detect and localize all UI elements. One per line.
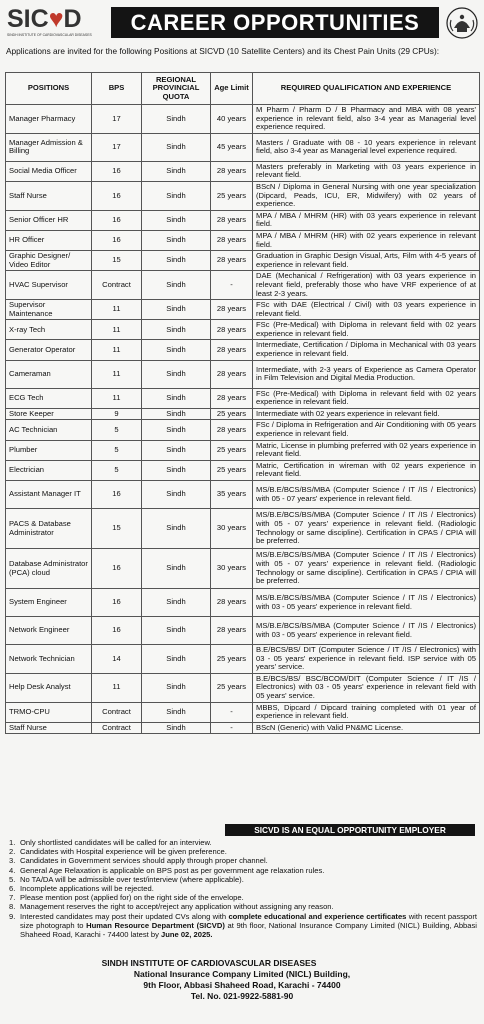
note-text-part: at 9th floor, National Insurance Company Limited (NICL) Building, Abbasi Shaheed Road, Karachi - 74400 latest by: [20, 920, 477, 940]
age-limit-cell: 28 years: [211, 320, 253, 340]
bps-cell: 14: [92, 645, 142, 674]
quota-cell: Sindh: [142, 340, 211, 360]
bps-cell: 16: [92, 589, 142, 617]
table-row: [6, 230, 480, 250]
quota-cell: Sindh: [142, 549, 211, 589]
note-text: Please mention post (applied for) on the right side of the envelope.: [20, 893, 244, 903]
position-cell: Supervisor Maintenance: [6, 300, 92, 320]
table-row: [6, 617, 480, 645]
position-cell: Staff Nurse: [6, 722, 92, 734]
table-header-row: [6, 73, 480, 105]
quota-cell: Sindh: [142, 645, 211, 674]
note-text: [20, 912, 477, 940]
note-text: General Age Relaxation is applicable on BPS post as per government age relaxation rules.: [20, 865, 325, 875]
note-text: Candidates in Government services should apply through proper channel.: [20, 856, 268, 866]
bps-cell: 16: [92, 210, 142, 230]
table-row: [6, 360, 480, 388]
sicvd-logo: [7, 6, 107, 42]
footer-org-name: SINDH INSTITUTE OF CARDIOVASCULAR DISEASES: [101, 958, 317, 968]
note-emphasis: June 02, 2025.: [161, 930, 213, 940]
position-cell: Manager Pharmacy: [6, 105, 92, 134]
qualification-cell: MS/B.E/BCS/BS/MBA (Computer Science / IT /IS / Electronics) with 03 - 05 years' experience in relevant field.: [253, 589, 480, 617]
age-limit-cell: 28 years: [211, 161, 253, 181]
age-limit-cell: 35 years: [211, 481, 253, 509]
note-text-part: Interested candidates may post their updated CVs along with: [20, 911, 229, 921]
age-limit-cell: 28 years: [211, 589, 253, 617]
table-row: [6, 181, 480, 210]
qualification-cell: MPA / MBA / MHRM (HR) with 02 years experience in relevant field.: [253, 230, 480, 250]
table-row: [6, 251, 480, 271]
table-row: [6, 300, 480, 320]
note-number: 7.: [9, 893, 16, 903]
table-row: [6, 460, 480, 480]
logo-text-left: SIC: [7, 5, 49, 33]
table-row: [6, 210, 480, 230]
position-cell: Store Keeper: [6, 408, 92, 420]
table-row: [6, 645, 480, 674]
position-cell: Assistant Manager IT: [6, 481, 92, 509]
note-item: [9, 838, 477, 847]
bps-cell: Contract: [92, 271, 142, 300]
bps-cell: 16: [92, 481, 142, 509]
bps-cell: 11: [92, 360, 142, 388]
column-header-age-limit: Age Limit: [211, 73, 253, 105]
table-row: [6, 440, 480, 460]
position-cell: Staff Nurse: [6, 181, 92, 210]
position-cell: System Engineer: [6, 589, 92, 617]
age-limit-cell: 25 years: [211, 181, 253, 210]
bps-cell: 17: [92, 105, 142, 134]
age-limit-cell: 28 years: [211, 360, 253, 388]
position-cell: AC Technician: [6, 420, 92, 440]
note-text: Candidates with Hospital experience will be given preference.: [20, 847, 227, 857]
bps-cell: 17: [92, 133, 142, 161]
qualification-cell: MBBS, Dipcard / Dipcard training completed with 01 year of experience in relevant field.: [253, 702, 480, 722]
position-cell: Electrician: [6, 460, 92, 480]
qualification-cell: BScN (Generic) with Valid PN&MC License.: [253, 722, 480, 734]
age-limit-cell: 28 years: [211, 388, 253, 408]
age-limit-cell: 40 years: [211, 105, 253, 134]
heart-icon: ♥: [48, 5, 64, 33]
table-row: [6, 481, 480, 509]
bps-cell: 11: [92, 340, 142, 360]
age-limit-cell: 30 years: [211, 549, 253, 589]
quota-cell: Sindh: [142, 360, 211, 388]
age-limit-cell: 30 years: [211, 509, 253, 549]
header: [5, 4, 479, 44]
bps-cell: 5: [92, 460, 142, 480]
age-limit-cell: -: [211, 271, 253, 300]
age-limit-cell: -: [211, 722, 253, 734]
age-limit-cell: 28 years: [211, 300, 253, 320]
note-item-application-instructions: [9, 912, 477, 940]
quota-cell: Sindh: [142, 702, 211, 722]
note-item: [9, 856, 477, 865]
quota-cell: Sindh: [142, 509, 211, 549]
intro-text: Applications are invited for the following Positions at SICVD (10 Satellite Centers) and its Chest Pain Units (29 CPUs):: [6, 46, 440, 56]
quota-cell: Sindh: [142, 408, 211, 420]
bps-cell: 16: [92, 617, 142, 645]
note-number: 6.: [9, 884, 16, 894]
position-cell: HR Officer: [6, 230, 92, 250]
age-limit-cell: 45 years: [211, 133, 253, 161]
quota-cell: Sindh: [142, 230, 211, 250]
quota-cell: Sindh: [142, 105, 211, 134]
table-row: [6, 408, 480, 420]
qualification-cell: MS/B.E/BCS/BS/MBA (Computer Science / IT /IS / Electronics) with 05 - 07 years' experience in relevant field. (Radiologic Technology or same discipline). Certification in CPAS / CPIA will be preferred.: [253, 509, 480, 549]
age-limit-cell: 25 years: [211, 673, 253, 702]
page-title: CAREER OPPORTUNITIES: [111, 7, 439, 38]
note-text: Incomplete applications will be rejected.: [20, 884, 154, 894]
table-row: [6, 722, 480, 734]
table-row: [6, 702, 480, 722]
age-limit-cell: 28 years: [211, 210, 253, 230]
quota-cell: Sindh: [142, 271, 211, 300]
position-cell: Network Technician: [6, 645, 92, 674]
note-number: 3.: [9, 856, 16, 866]
age-limit-cell: 25 years: [211, 460, 253, 480]
age-limit-cell: 28 years: [211, 230, 253, 250]
note-item: [9, 884, 477, 893]
position-cell: TRMO-CPU: [6, 702, 92, 722]
quota-cell: Sindh: [142, 161, 211, 181]
age-limit-cell: 28 years: [211, 251, 253, 271]
position-cell: Manager Admission & Billing: [6, 133, 92, 161]
position-cell: Graphic Designer/ Video Editor: [6, 251, 92, 271]
qualification-cell: Matric, License in plumbing preferred with 02 years experience in relevant field.: [253, 440, 480, 460]
bps-cell: 15: [92, 509, 142, 549]
table-row: [6, 133, 480, 161]
note-item: [9, 847, 477, 856]
quota-cell: Sindh: [142, 181, 211, 210]
table-row: [6, 320, 480, 340]
age-limit-cell: 28 years: [211, 420, 253, 440]
position-cell: PACS & Database Administrator: [6, 509, 92, 549]
note-item: [9, 893, 477, 902]
table-row: [6, 589, 480, 617]
quota-cell: Sindh: [142, 210, 211, 230]
position-cell: Network Engineer: [6, 617, 92, 645]
qualification-cell: BScN / Diploma in General Nursing with one year specialization (Dipcard, Peads, ICU, ER, Midwifery) with 02 years of experience.: [253, 181, 480, 210]
qualification-cell: Graduation in Graphic Design Visual, Arts, Film with 4-5 years of experience in relevant field.: [253, 251, 480, 271]
table-row: [6, 509, 480, 549]
quota-cell: Sindh: [142, 589, 211, 617]
qualification-cell: FSc (Pre-Medical) with Diploma in relevant field with 02 years experience in relevant field.: [253, 320, 480, 340]
qualification-cell: FSc with DAE (Electrical / Civil) with 03 years experience in relevant field.: [253, 300, 480, 320]
table-row: [6, 549, 480, 589]
position-cell: Senior Officer HR: [6, 210, 92, 230]
quota-cell: Sindh: [142, 133, 211, 161]
qualification-cell: Intermediate, Certification / Diploma in Mechanical with 03 years experience in relevant field.: [253, 340, 480, 360]
table-row: [6, 673, 480, 702]
qualification-cell: FSc (Pre-Medical) with Diploma in relevant field with 02 years experience in relevant field.: [253, 388, 480, 408]
footer-address: 9th Floor, Abbasi Shaheed Road, Karachi - 74400: [143, 980, 341, 990]
qualification-cell: Intermediate with 02 years experience in relevant field.: [253, 408, 480, 420]
quota-cell: Sindh: [142, 320, 211, 340]
note-number: 2.: [9, 847, 16, 857]
logo-subtitle: SINDH INSTITUTE OF CARDIOVASCULAR DISEASES: [7, 33, 92, 37]
bps-cell: 16: [92, 230, 142, 250]
age-limit-cell: 25 years: [211, 645, 253, 674]
age-limit-cell: 28 years: [211, 617, 253, 645]
note-item: [9, 902, 477, 911]
note-text: No TA/DA will be admissible over test/interview (where applicable).: [20, 874, 244, 884]
bps-cell: 11: [92, 673, 142, 702]
note-number: 8.: [9, 902, 16, 912]
note-text-part: with recent passport size photograph to: [20, 911, 477, 930]
footer-phone: Tel. No. 021-9922-5881-90: [190, 991, 294, 1001]
quota-cell: Sindh: [142, 420, 211, 440]
bps-cell: 5: [92, 440, 142, 460]
note-number: 1.: [9, 838, 16, 847]
quota-cell: Sindh: [142, 617, 211, 645]
qualification-cell: B.E/BCS/BS/ BSC/BCOM/DIT (Computer Science / IT /IS / Electronics) with 03 - 05 years' experience in relevant field with 05 years' service.: [253, 673, 480, 702]
column-header-qualification: REQUIRED QUALIFICATION AND EXPERIENCE: [253, 73, 480, 105]
age-limit-cell: 25 years: [211, 408, 253, 420]
table-body: [6, 105, 480, 734]
qualification-cell: Matric, Certification in wireman with 02 years experience in relevant field.: [253, 460, 480, 480]
position-cell: Cameraman: [6, 360, 92, 388]
position-cell: Social Media Officer: [6, 161, 92, 181]
footer-contact: [0, 958, 484, 1002]
position-cell: X-ray Tech: [6, 320, 92, 340]
qualification-cell: Masters preferably in Marketing with 03 years experience in relevant field.: [253, 161, 480, 181]
note-text: Only shortlisted candidates will be called for an interview.: [20, 838, 212, 847]
qualification-cell: MS/B.E/BCS/BS/MBA (Computer Science / IT /IS / Electronics) with 05 - 07 years' experience in relevant field. (Radiologic Technology or same discipline). Certification in CPAS / CPIA will be preferred.: [253, 549, 480, 589]
qualification-cell: B.E/BCS/BS/ DIT (Computer Science / IT /IS / Electronics) with 03 - 05 years' experience in relevant field. ISP service with 05 years' service.: [253, 645, 480, 674]
bps-cell: 16: [92, 549, 142, 589]
position-cell: HVAC Supervisor: [6, 271, 92, 300]
quota-cell: Sindh: [142, 481, 211, 509]
bps-cell: 16: [92, 161, 142, 181]
bps-cell: 15: [92, 251, 142, 271]
bps-cell: Contract: [92, 702, 142, 722]
position-cell: Database Administrator (PCA) cloud: [6, 549, 92, 589]
qualification-cell: MPA / MBA / MHRM (HR) with 03 years experience in relevant field.: [253, 210, 480, 230]
bps-cell: 5: [92, 420, 142, 440]
table-row: [6, 388, 480, 408]
government-seal-icon: [445, 6, 479, 40]
table-row: [6, 420, 480, 440]
note-number: 9.: [9, 911, 16, 921]
quota-cell: Sindh: [142, 388, 211, 408]
qualification-cell: FSc / Diploma in Refrigeration and Air Conditioning with 05 years experience in relevant field.: [253, 420, 480, 440]
position-cell: Help Desk Analyst: [6, 673, 92, 702]
qualification-cell: MS/B.E/BCS/BS/MBA (Computer Science / IT /IS / Electronics) with 05 - 07 years' experience in relevant field.: [253, 481, 480, 509]
quota-cell: Sindh: [142, 722, 211, 734]
column-header-bps: BPS: [92, 73, 142, 105]
equal-opportunity-banner: SICVD IS AN EQUAL OPPORTUNITY EMPLOYER: [225, 824, 475, 836]
table-row: [6, 105, 480, 134]
position-cell: Plumber: [6, 440, 92, 460]
bps-cell: 9: [92, 408, 142, 420]
table-row: [6, 340, 480, 360]
positions-table: [5, 72, 480, 734]
bps-cell: 11: [92, 388, 142, 408]
note-number: 4.: [9, 865, 16, 875]
qualification-cell: M Pharm / Pharm D / B Pharmacy and MBA with 08 years' experience in relevant field, also 3-4 year as Managerial level experience required.: [253, 105, 480, 134]
column-header-positions: POSITIONS: [6, 73, 92, 105]
age-limit-cell: 25 years: [211, 440, 253, 460]
qualification-cell: Intermediate, with 2-3 years of Experience as Camera Operator in Film Television and Digital Media Production.: [253, 360, 480, 388]
bps-cell: 11: [92, 320, 142, 340]
table-row: [6, 161, 480, 181]
quota-cell: Sindh: [142, 673, 211, 702]
table-row: [6, 271, 480, 300]
note-emphasis: Human Resource Department (SICVD): [86, 920, 225, 930]
quota-cell: Sindh: [142, 251, 211, 271]
footer-building: National Insurance Company Limited (NICL) Building,: [133, 969, 351, 979]
bps-cell: Contract: [92, 722, 142, 734]
note-item: [9, 875, 477, 884]
note-item: [9, 866, 477, 875]
quota-cell: Sindh: [142, 300, 211, 320]
age-limit-cell: 28 years: [211, 340, 253, 360]
quota-cell: Sindh: [142, 440, 211, 460]
column-header-quota: REGIONAL PROVINCIAL QUOTA: [142, 73, 211, 105]
quota-cell: Sindh: [142, 460, 211, 480]
logo-text-right: D: [63, 5, 82, 33]
qualification-cell: DAE (Mechanical / Refrigeration) with 03 years experience in relevant field, preferably those who have VRF experience of at least 2-3 years.: [253, 271, 480, 300]
note-emphasis: complete educational and experience certificates: [228, 911, 407, 921]
qualification-cell: Masters / Graduate with 08 - 10 years experience in relevant field, also 3-4 year as Managerial level experience required.: [253, 133, 480, 161]
qualification-cell: MS/B.E/BCS/BS/MBA (Computer Science / IT /IS / Electronics) with 03 - 05 years' experience in relevant field.: [253, 617, 480, 645]
notes-list: [9, 838, 477, 939]
bps-cell: 16: [92, 181, 142, 210]
position-cell: ECG Tech: [6, 388, 92, 408]
bps-cell: 11: [92, 300, 142, 320]
note-number: 5.: [9, 874, 16, 884]
position-cell: Generator Operator: [6, 340, 92, 360]
age-limit-cell: -: [211, 702, 253, 722]
note-text: Management reserves the right to accept/reject any application without assigning any reason.: [20, 902, 334, 912]
